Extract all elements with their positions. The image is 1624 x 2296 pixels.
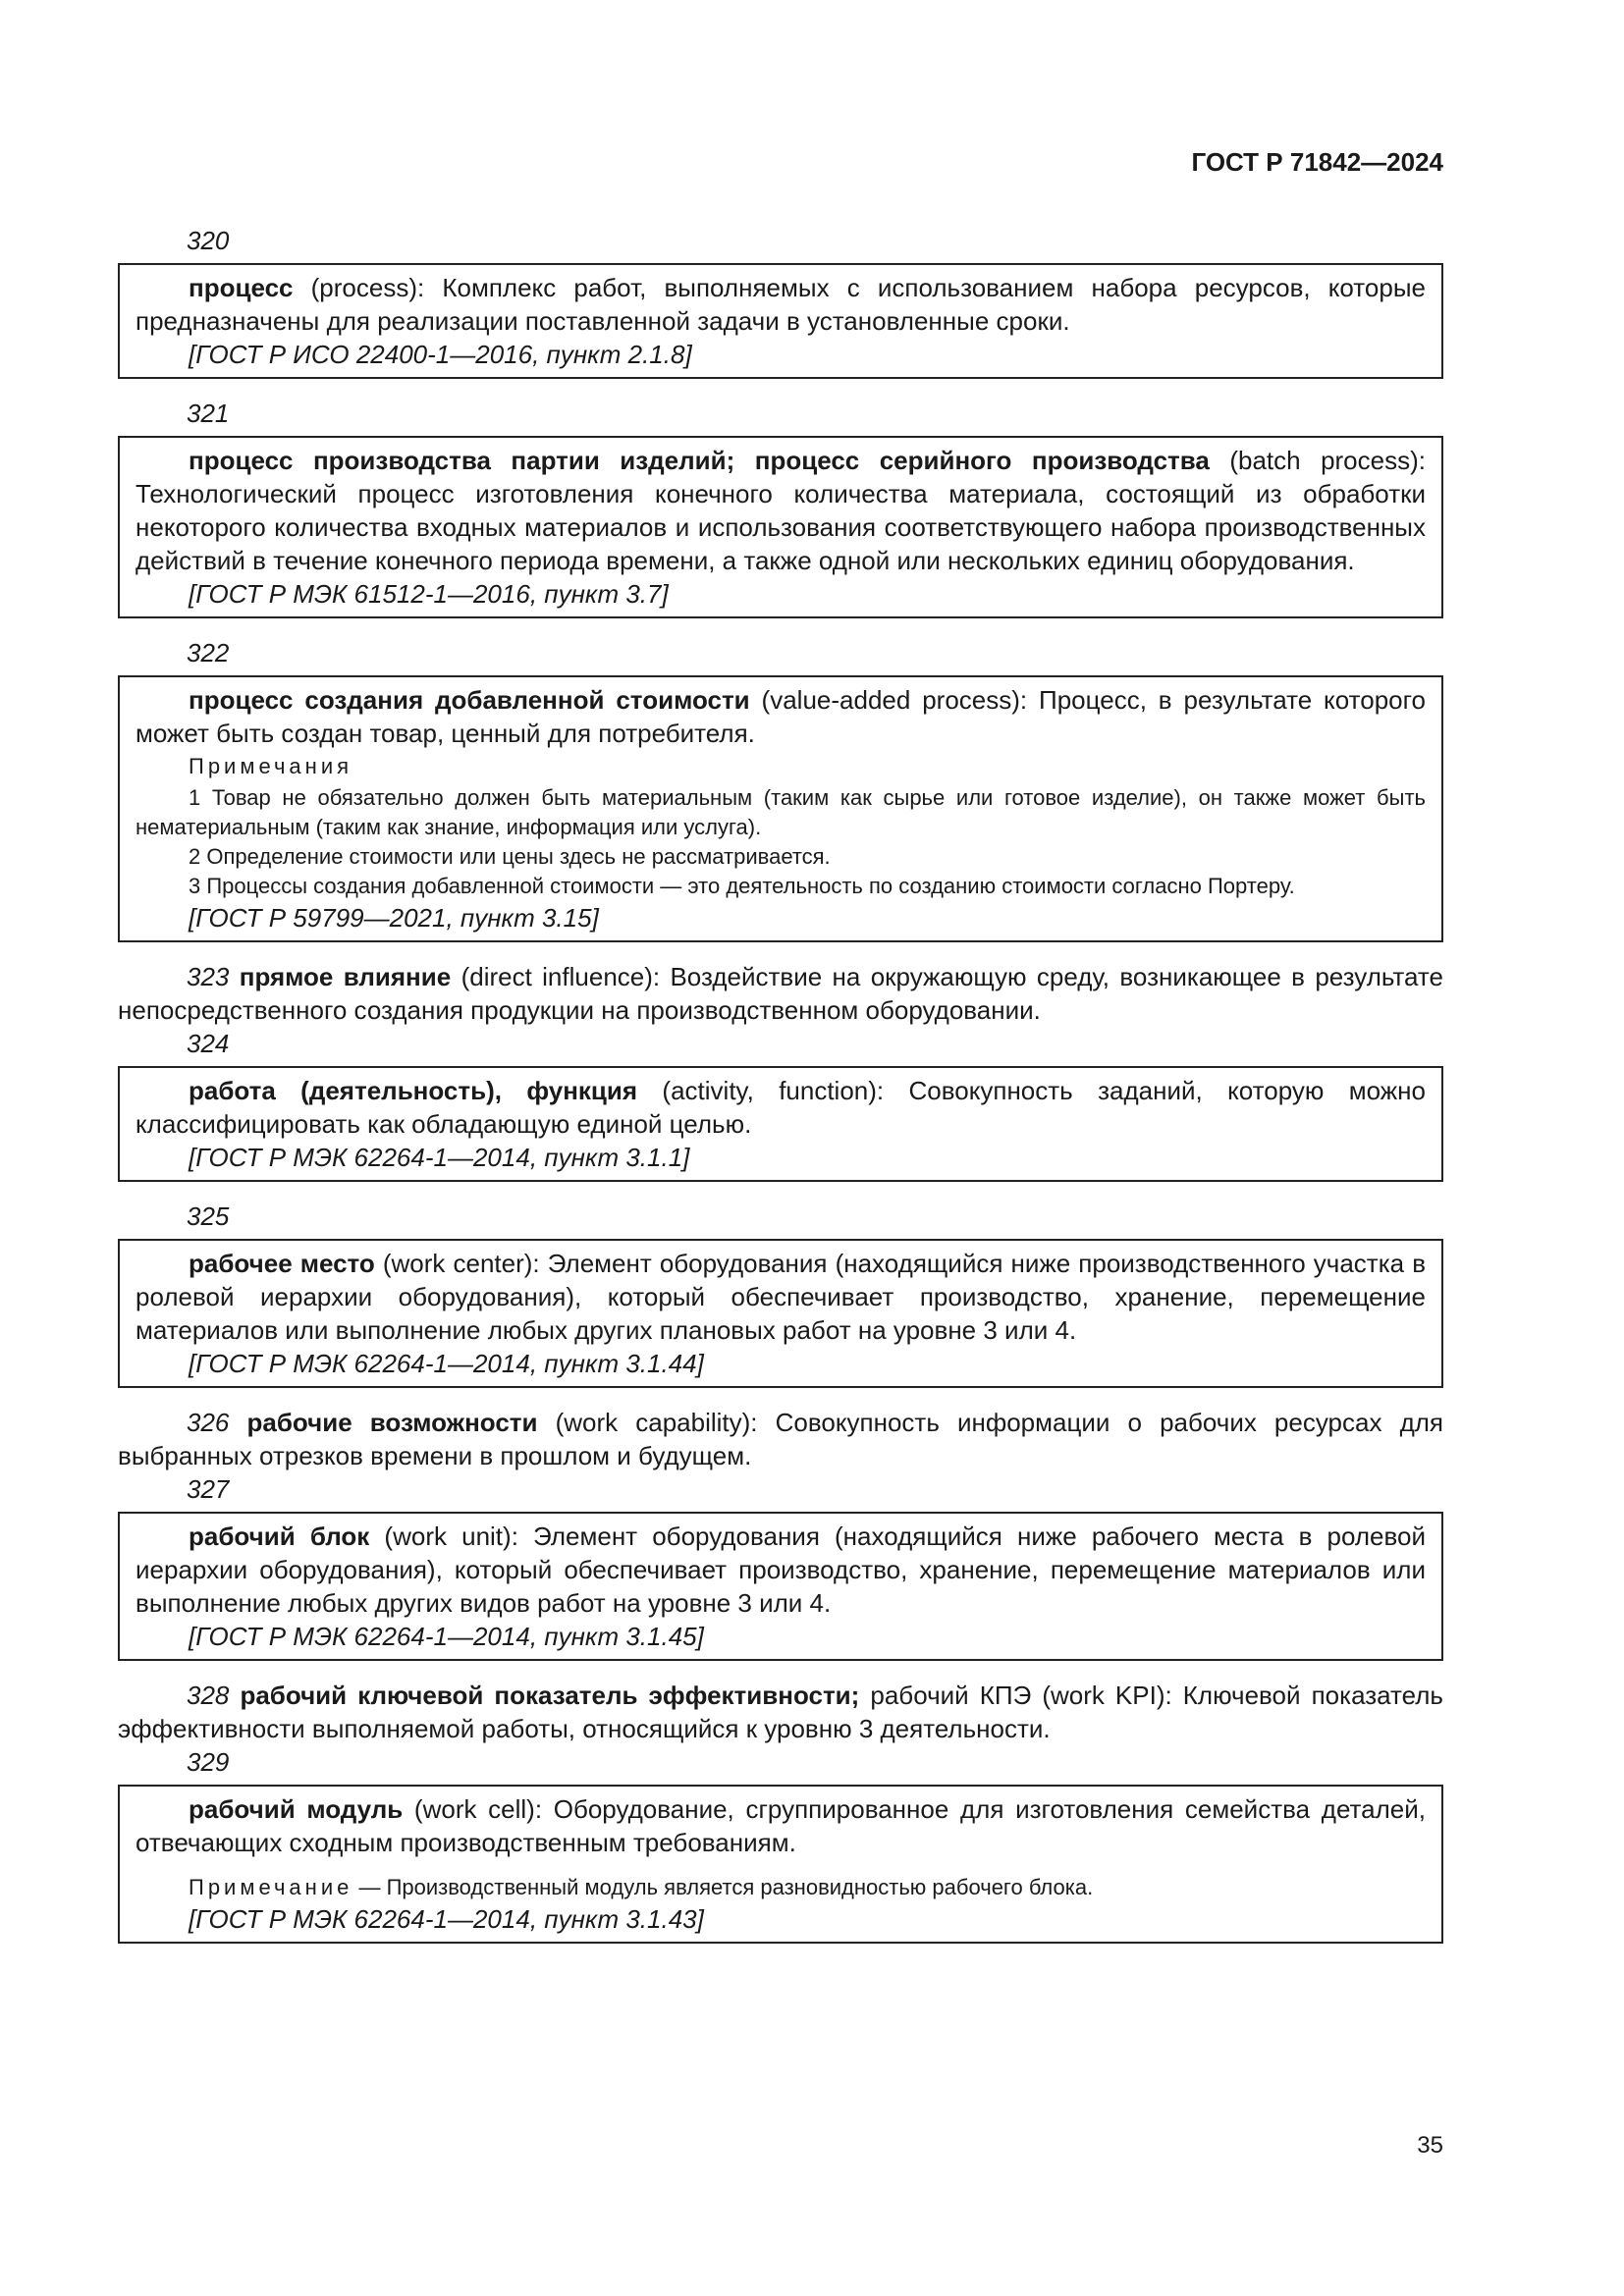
entry-number: 324 bbox=[187, 1029, 230, 1058]
term-name: процесс создания добавленной стоимости bbox=[189, 685, 750, 715]
term-name: рабочие возможности bbox=[246, 1408, 538, 1437]
term-definition bbox=[118, 1406, 1443, 1472]
term-text: (work unit): Элемент оборудования (находящийся ниже рабочего места в ролевой иерархии оборудования), который обеспечивает производство, хранение, перемещение материалов или выполнение любых других видов работ на уровне 3 или 4. bbox=[135, 1522, 1427, 1618]
term-definition bbox=[135, 683, 1426, 750]
entry-number: 322 bbox=[187, 638, 230, 667]
term-definition bbox=[118, 1679, 1443, 1745]
note-item: 2 Определение стоимости или цены здесь не рассматривается. bbox=[189, 844, 831, 869]
term-box-324 bbox=[118, 1066, 1443, 1182]
note-label: Примечание bbox=[189, 1875, 353, 1899]
terms-content bbox=[118, 224, 1443, 1961]
term-definition bbox=[118, 960, 1443, 1027]
entry-number: 323 bbox=[187, 962, 230, 991]
term-box-329 bbox=[118, 1785, 1443, 1944]
term-paragraph-326 bbox=[118, 1406, 1443, 1472]
term-name: процесс производства партии изделий; процесс серийного производства bbox=[189, 446, 1210, 475]
term-text: (activity, function): Совокупность заданий, которую можно классифицировать как обладающую единой целью. bbox=[135, 1076, 1426, 1139]
term-text: (direct influence): Воздействие на окружающую среду, возникающее в результате непосредственного создания продукции на производственном оборудовании. bbox=[118, 962, 1443, 1025]
term-source: [ГОСТ Р 59799—2021, пункт 3.15] bbox=[189, 903, 599, 933]
term-name: рабочее место bbox=[189, 1249, 375, 1278]
note-item bbox=[135, 1873, 1426, 1902]
entry-number: 327 bbox=[187, 1474, 230, 1504]
term-box-327 bbox=[118, 1512, 1443, 1661]
term-source: [ГОСТ Р МЭК 62264-1—2014, пункт 3.1.43] bbox=[189, 1904, 704, 1934]
entry-number: 328 bbox=[187, 1681, 230, 1710]
entry-number: 325 bbox=[187, 1201, 230, 1231]
term-name: прямое влияние bbox=[239, 962, 452, 991]
note-text: — Производственный модуль является разновидностью рабочего блока. bbox=[352, 1875, 1094, 1899]
term-name: работа (деятельность), функция bbox=[189, 1076, 638, 1105]
note-item: 3 Процессы создания добавленной стоимости — это деятельность по созданию стоимости согласно Портеру. bbox=[189, 874, 1295, 898]
term-text: (work capability): Совокупность информации о рабочих ресурсах для выбранных отрезков времени в прошлом и будущем. bbox=[118, 1408, 1443, 1470]
term-definition bbox=[135, 1520, 1426, 1620]
standard-header: ГОСТ Р 71842—2024 bbox=[1191, 147, 1443, 177]
term-definition bbox=[135, 271, 1426, 338]
term-source: [ГОСТ Р МЭК 62264-1—2014, пункт 3.1.45] bbox=[189, 1622, 704, 1651]
term-definition bbox=[135, 1247, 1426, 1347]
term-paragraph-328 bbox=[118, 1679, 1443, 1745]
term-name: рабочий модуль bbox=[189, 1794, 404, 1824]
term-text: (batch process): Технологический процесс изготовления конечного количества материала, состоящий из обработки некоторого количества входных материалов и использования соответствующего набора производственных действий в течение конечного периода времени, а также одной или нескольких единиц оборудования. bbox=[135, 446, 1426, 575]
entry-number: 320 bbox=[187, 226, 230, 255]
term-source: [ГОСТ Р ИСО 22400-1—2016, пункт 2.1.8] bbox=[189, 340, 692, 369]
term-name: процесс bbox=[189, 273, 294, 302]
entry-number: 321 bbox=[187, 399, 230, 428]
term-text: рабочий КПЭ (work KPI): Ключевой показатель эффективности выполняемой работы, относящийся к уровню 3 деятельности. bbox=[118, 1681, 1443, 1743]
term-paragraph-323 bbox=[118, 960, 1443, 1027]
term-source: [ГОСТ Р МЭК 62264-1—2014, пункт 3.1.44] bbox=[189, 1349, 704, 1378]
entry-number: 326 bbox=[187, 1408, 230, 1437]
term-box-325 bbox=[118, 1239, 1443, 1388]
term-box-321 bbox=[118, 436, 1443, 618]
note-item: 1 Товар не обязательно должен быть материальным (таким как сырье или готовое изделие), он также может быть нематериальным (таким как знание, информация или услуга). bbox=[135, 785, 1426, 839]
term-definition bbox=[135, 444, 1426, 577]
term-name: рабочий ключевой показатель эффективности; bbox=[240, 1681, 860, 1710]
term-source: [ГОСТ Р МЭК 62264-1—2014, пункт 3.1.1] bbox=[189, 1143, 690, 1172]
term-source: [ГОСТ Р МЭК 61512-1—2016, пункт 3.7] bbox=[189, 579, 669, 609]
term-text: (value-added process): Процесс, в результате которого может быть создан товар, ценный для потребителя. bbox=[135, 685, 1426, 748]
term-text: (work cell): Оборудование, сгруппированное для изготовления семейства деталей, отвечающих сходным производственным требованиям. bbox=[135, 1794, 1426, 1857]
term-name: рабочий блок bbox=[189, 1522, 370, 1551]
term-box-322 bbox=[118, 675, 1443, 942]
entry-number: 329 bbox=[187, 1747, 230, 1777]
page-number: 35 bbox=[1417, 2132, 1443, 2159]
term-text: (process): Комплекс работ, выполняемых с использованием набора ресурсов, которые предназначены для реализации поставленной задачи в установленные сроки. bbox=[135, 273, 1426, 336]
notes-heading: Примечания bbox=[189, 754, 353, 778]
term-definition bbox=[135, 1792, 1426, 1859]
term-text: (work center): Элемент оборудования (находящийся ниже производственного участка в ролевой иерархии оборудования), который обеспечивает производство, хранение, перемещение материалов или выполнение любых других плановых работ на уровне 3 или 4. bbox=[135, 1249, 1427, 1345]
term-box-320 bbox=[118, 263, 1443, 379]
term-definition bbox=[135, 1074, 1426, 1141]
